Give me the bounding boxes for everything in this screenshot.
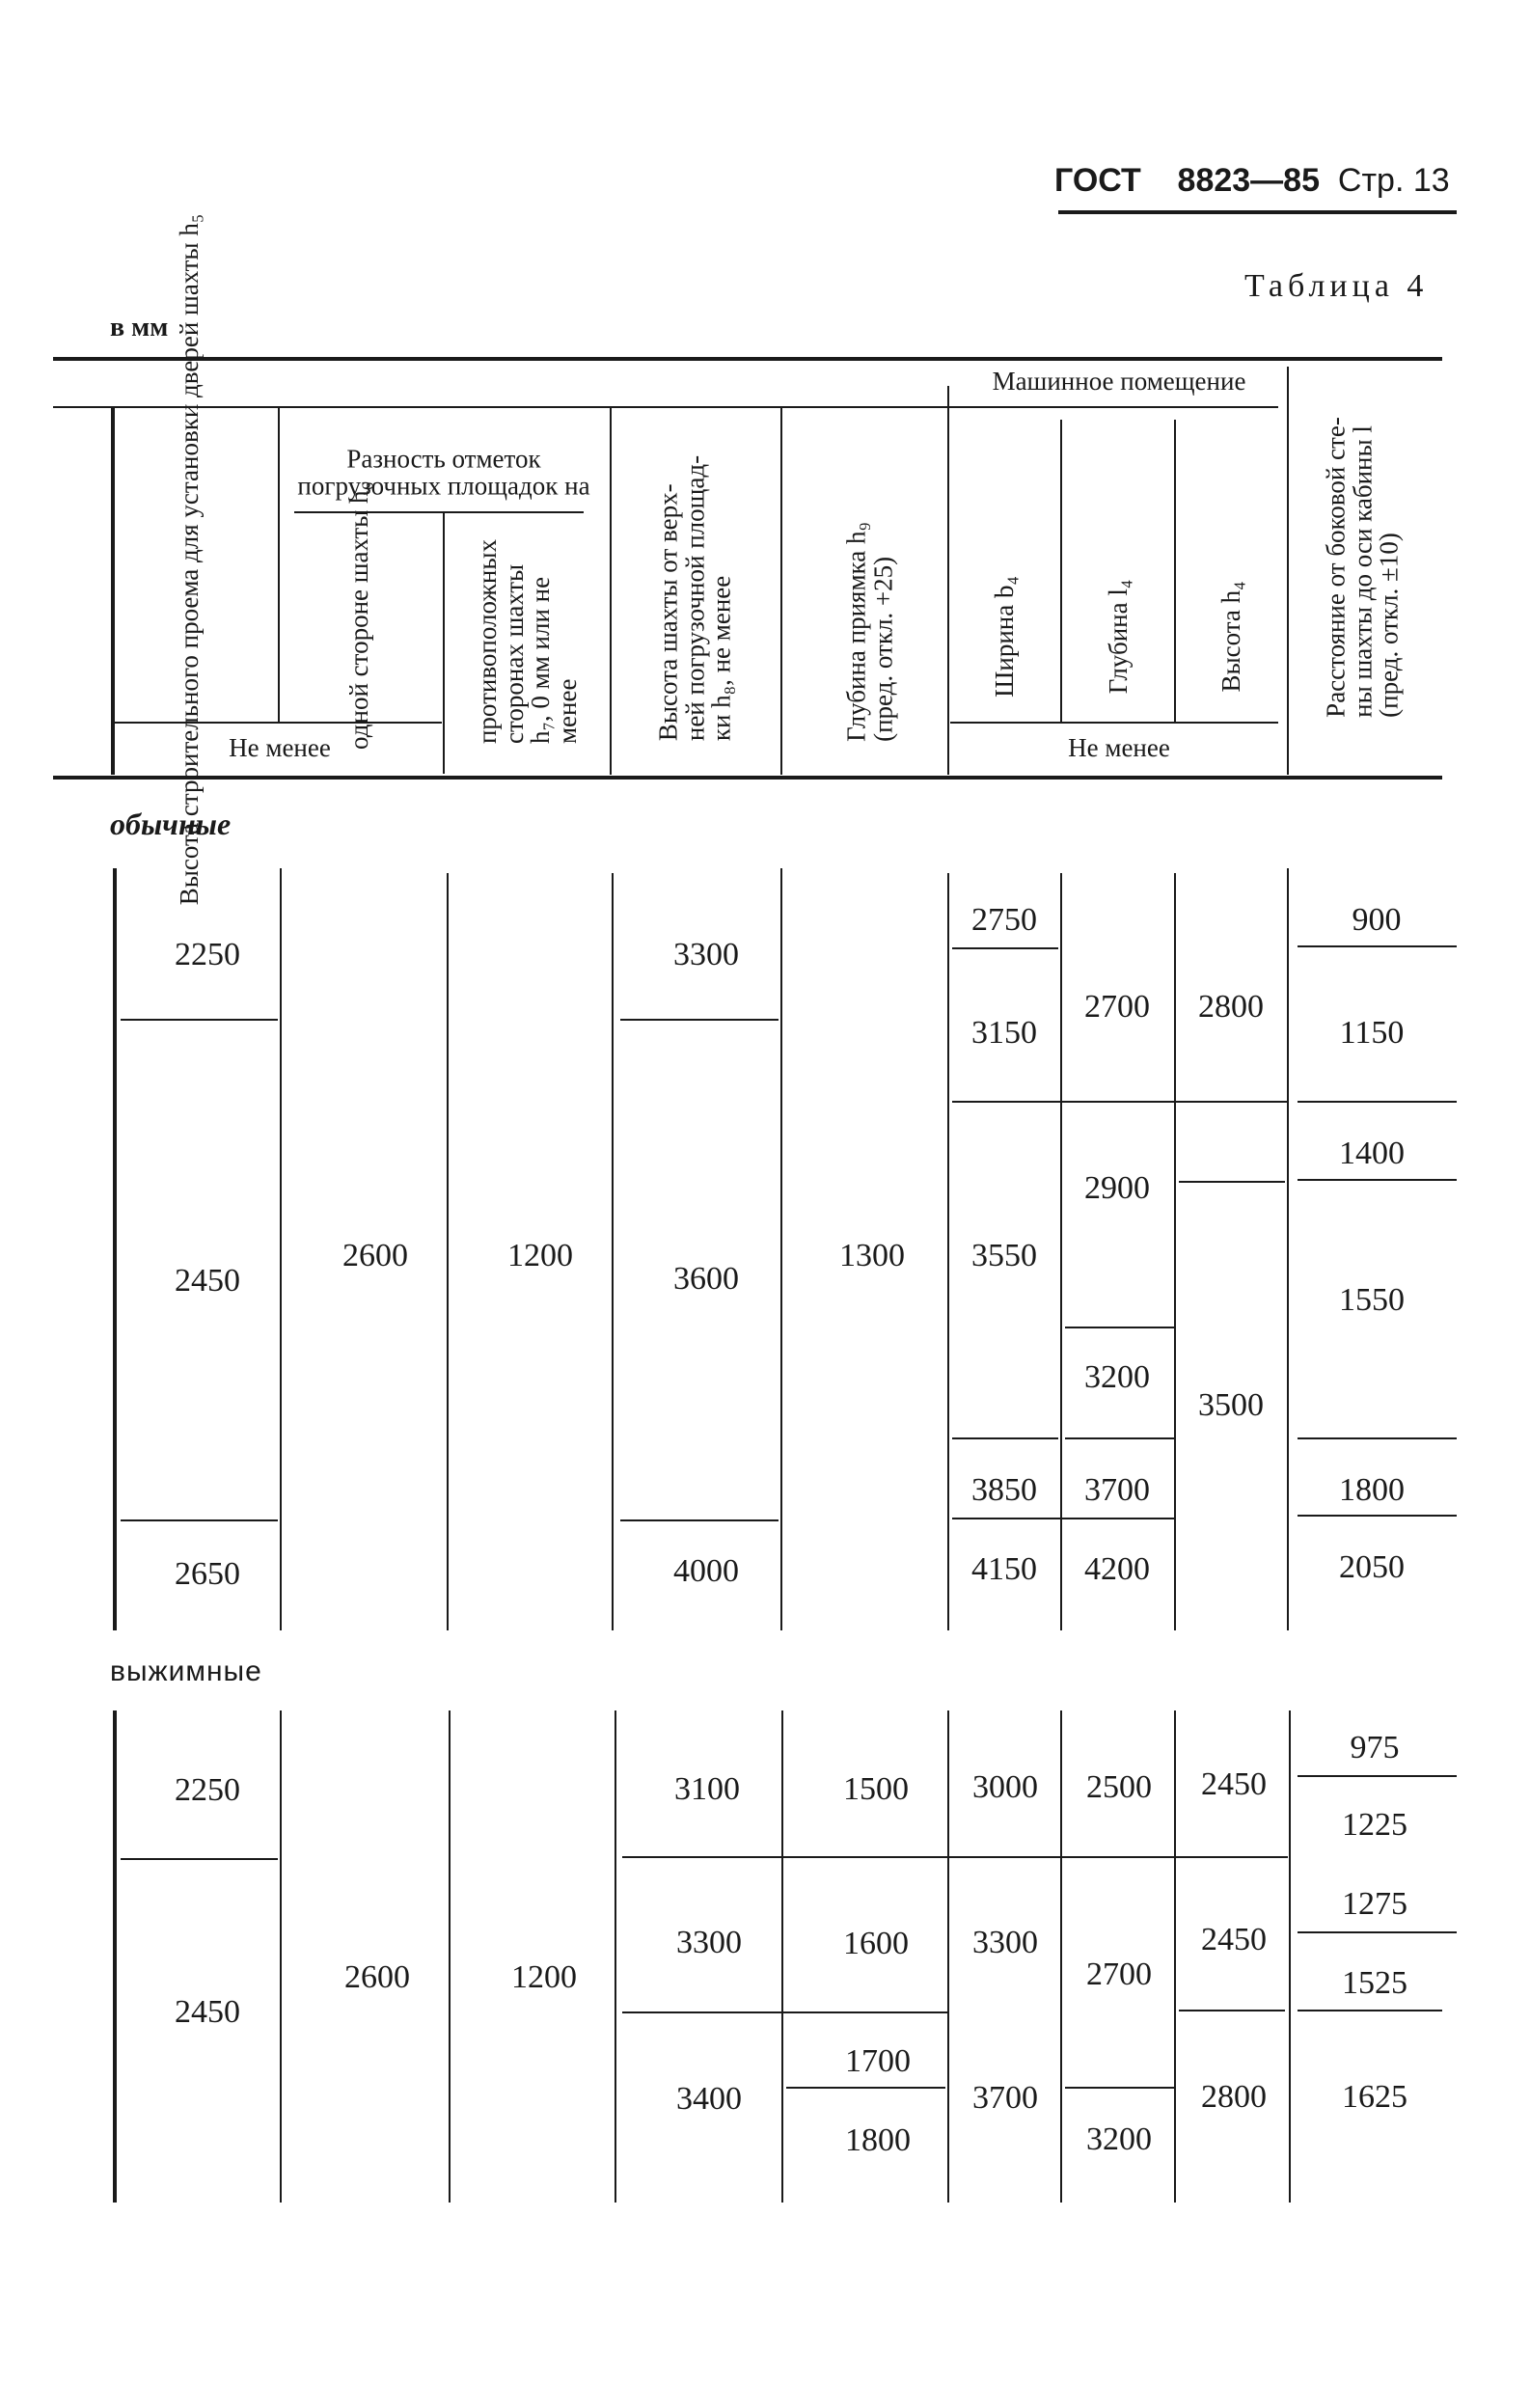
page-header [1054, 164, 1450, 197]
s1-l-value: 1150 [1339, 1015, 1405, 1051]
s2-h9-value: 1700 [845, 2043, 911, 2079]
s1-l-rule-3 [1298, 1179, 1457, 1181]
header-divider-7 [1174, 420, 1176, 722]
col-opening-height: Высота строительного проема для установки дверей шахты h₅ [175, 213, 205, 906]
s2-divider-2 [449, 1710, 451, 2203]
s1-h8-value: 3600 [673, 1261, 739, 1297]
s1-h5-value: 2650 [175, 1556, 240, 1592]
s1-h4-rule-1 [1179, 1181, 1285, 1183]
not-less-rule-1 [114, 722, 442, 724]
col-distance: Расстояние от боковой сте- ны шахты до оси кабины l (пред. откл. ±10) [1321, 417, 1404, 718]
s2-l-value: 1525 [1342, 1965, 1407, 2001]
col-shaft-height: Высота шахты от верх- ней погрузочной площад- ки h₈, не менее [653, 454, 736, 742]
s2-divider-4 [781, 1710, 783, 2203]
s2-h8-value: 3100 [674, 1771, 740, 1807]
not-less-label-2: Не менее [1068, 733, 1170, 763]
s2-l-value: 1225 [1342, 1807, 1407, 1843]
s2-divider-6 [1060, 1710, 1062, 2203]
s2-h4-value: 2450 [1201, 1766, 1267, 1802]
s2-l-rule-2 [1298, 1931, 1457, 1933]
s1-h9-value: 1300 [839, 1238, 905, 1273]
s1-divider-5 [947, 873, 949, 1630]
s1-b4-rule-2 [952, 1101, 1287, 1103]
header-page: Стр. 13 [1337, 162, 1450, 199]
machine-room-rule [950, 406, 1278, 408]
header-standard: ГОСТ [1054, 162, 1141, 199]
s1-b4-rule-3 [952, 1437, 1058, 1439]
s2-b4-value: 3300 [972, 1925, 1038, 1960]
not-less-rule-2 [950, 722, 1278, 724]
s1-h4-value: 2800 [1198, 989, 1264, 1025]
col-opposite-sides: противоположных сторонах шахты h₇, 0 мм или не менее [472, 538, 582, 745]
s1-l-rule-2 [1298, 1101, 1457, 1103]
s2-h5-rule-1 [121, 1858, 278, 1860]
s1-l4-value: 3700 [1084, 1472, 1150, 1508]
s1-left-border [113, 868, 117, 1630]
s1-h5-value: 2450 [175, 1263, 240, 1299]
s1-h4-value: 3500 [1198, 1387, 1264, 1423]
section-title-hydraulic: выжимные [110, 1656, 262, 1687]
s1-l4-value: 4200 [1084, 1551, 1150, 1587]
s2-h4-value: 2800 [1201, 2079, 1267, 2115]
s1-l-rule-5 [1298, 1515, 1457, 1517]
s1-h5-rule-1 [121, 1019, 278, 1021]
units-label: в мм [110, 313, 169, 342]
s2-l-rule-1 [1298, 1775, 1457, 1777]
s1-h8-value: 4000 [673, 1553, 739, 1589]
s1-b4-value: 3150 [971, 1015, 1037, 1051]
s1-l-value: 1400 [1339, 1136, 1405, 1171]
s1-l4-value: 2700 [1084, 989, 1150, 1025]
s1-b4-value: 2750 [971, 902, 1037, 938]
s1-divider-4 [780, 868, 782, 1630]
s1-b4-value: 3550 [971, 1238, 1037, 1273]
s1-divider-1 [280, 868, 282, 1630]
header-number: 8823—85 [1177, 162, 1321, 199]
header-rule [1058, 210, 1457, 214]
col-height: Высота h₄ [1216, 581, 1246, 693]
header-divider-1 [278, 408, 280, 722]
s2-h8-value: 3300 [676, 1925, 742, 1960]
s1-divider-2 [447, 873, 449, 1630]
s2-l4-value: 3200 [1086, 2121, 1152, 2157]
s1-l-value: 1800 [1339, 1472, 1405, 1508]
s2-h9-rule-3 [786, 2087, 945, 2089]
table-caption: Таблица 4 [1244, 268, 1429, 304]
s2-h4-rule-2 [1179, 2010, 1285, 2011]
s1-l-value: 1550 [1339, 1282, 1405, 1318]
s2-l4-value: 2500 [1086, 1769, 1152, 1805]
s2-divider-7 [1174, 1710, 1176, 2203]
s1-l-rule-4 [1298, 1437, 1457, 1439]
s2-divider-1 [280, 1710, 282, 2203]
s2-l-value: 1625 [1342, 2079, 1407, 2115]
s1-b4-value: 4150 [971, 1551, 1037, 1587]
header-divider-3 [610, 408, 612, 775]
s2-h6-value: 2600 [344, 1959, 410, 1995]
s2-h9-value: 1500 [843, 1771, 909, 1807]
s1-h6-value: 2600 [342, 1238, 408, 1273]
s1-h8-rule-1 [620, 1019, 779, 1021]
s1-h8-value: 3300 [673, 937, 739, 972]
s1-h8-rule-2 [620, 1519, 779, 1521]
s1-h5-value: 2250 [175, 937, 240, 972]
s1-h7-value: 1200 [507, 1238, 573, 1273]
s2-h8-value: 3400 [676, 2081, 742, 2117]
level-diff-rule [294, 511, 584, 513]
s1-l-value: 900 [1352, 902, 1402, 938]
not-less-label-1: Не менее [229, 733, 331, 763]
s1-b4-value: 3850 [971, 1472, 1037, 1508]
s2-divider-8 [1289, 1710, 1291, 2203]
s2-divider-5 [947, 1710, 949, 2203]
s1-divider-7 [1174, 873, 1176, 1630]
s2-b4-value: 3000 [972, 1769, 1038, 1805]
s2-h4-value: 2450 [1201, 1922, 1267, 1957]
s2-b4-value: 3700 [972, 2080, 1038, 2116]
s2-divider-3 [615, 1710, 616, 2203]
col-level-diff-group: Разность отметок погрузочных площадок на [297, 444, 590, 500]
s2-h7-value: 1200 [511, 1959, 577, 1995]
s2-h9-value: 1600 [843, 1926, 909, 1961]
s1-divider-8 [1287, 868, 1289, 1630]
s1-l4-rule-1 [1065, 1327, 1174, 1328]
s2-h5-value: 2250 [175, 1772, 240, 1808]
col-machine-room: Машинное помещение [992, 367, 1246, 397]
col-pit-depth: Глубина приямка h₉ (пред. откл. +25) [841, 522, 897, 742]
header-divider-5 [947, 386, 949, 775]
s1-b4-rule-4 [952, 1518, 1174, 1519]
s2-l-rule-3 [1298, 2010, 1442, 2011]
s2-row-rule-1 [622, 1856, 1288, 1858]
header-left-border [111, 408, 115, 775]
header-bottom-rule [53, 776, 1442, 780]
s2-h5-value: 2450 [175, 1994, 240, 2030]
s1-l-rule-1 [1298, 945, 1457, 947]
s1-l4-value: 2900 [1084, 1170, 1150, 1206]
header-divider-8 [1287, 367, 1289, 775]
s2-l-value: 975 [1350, 1730, 1400, 1765]
col-width: Ширина b₄ [990, 576, 1020, 698]
col-one-side: одной стороне шахты h₆ [344, 481, 374, 750]
s2-l4-value: 2700 [1086, 1956, 1152, 1992]
s1-b4-rule-1 [952, 947, 1058, 949]
s2-l4-rule-2 [1065, 2087, 1174, 2089]
s1-l4-value: 3200 [1084, 1359, 1150, 1395]
section-title-ordinary: обычные [110, 807, 232, 841]
s1-l4-rule-2 [1065, 1437, 1174, 1439]
header-divider-6 [1060, 420, 1062, 722]
s2-l-value: 1275 [1342, 1886, 1407, 1922]
header-top-rule [53, 357, 1442, 361]
header-divider-4 [780, 408, 782, 775]
s1-divider-3 [612, 873, 614, 1630]
s1-l-value: 2050 [1339, 1549, 1405, 1585]
col-depth: Глубина l₄ [1104, 579, 1134, 695]
header-divider-2 [443, 513, 445, 774]
s2-h9-value: 1800 [845, 2122, 911, 2158]
s2-left-border [113, 1710, 117, 2203]
s2-row-rule-2 [622, 2011, 947, 2013]
s1-h5-rule-2 [121, 1519, 278, 1521]
